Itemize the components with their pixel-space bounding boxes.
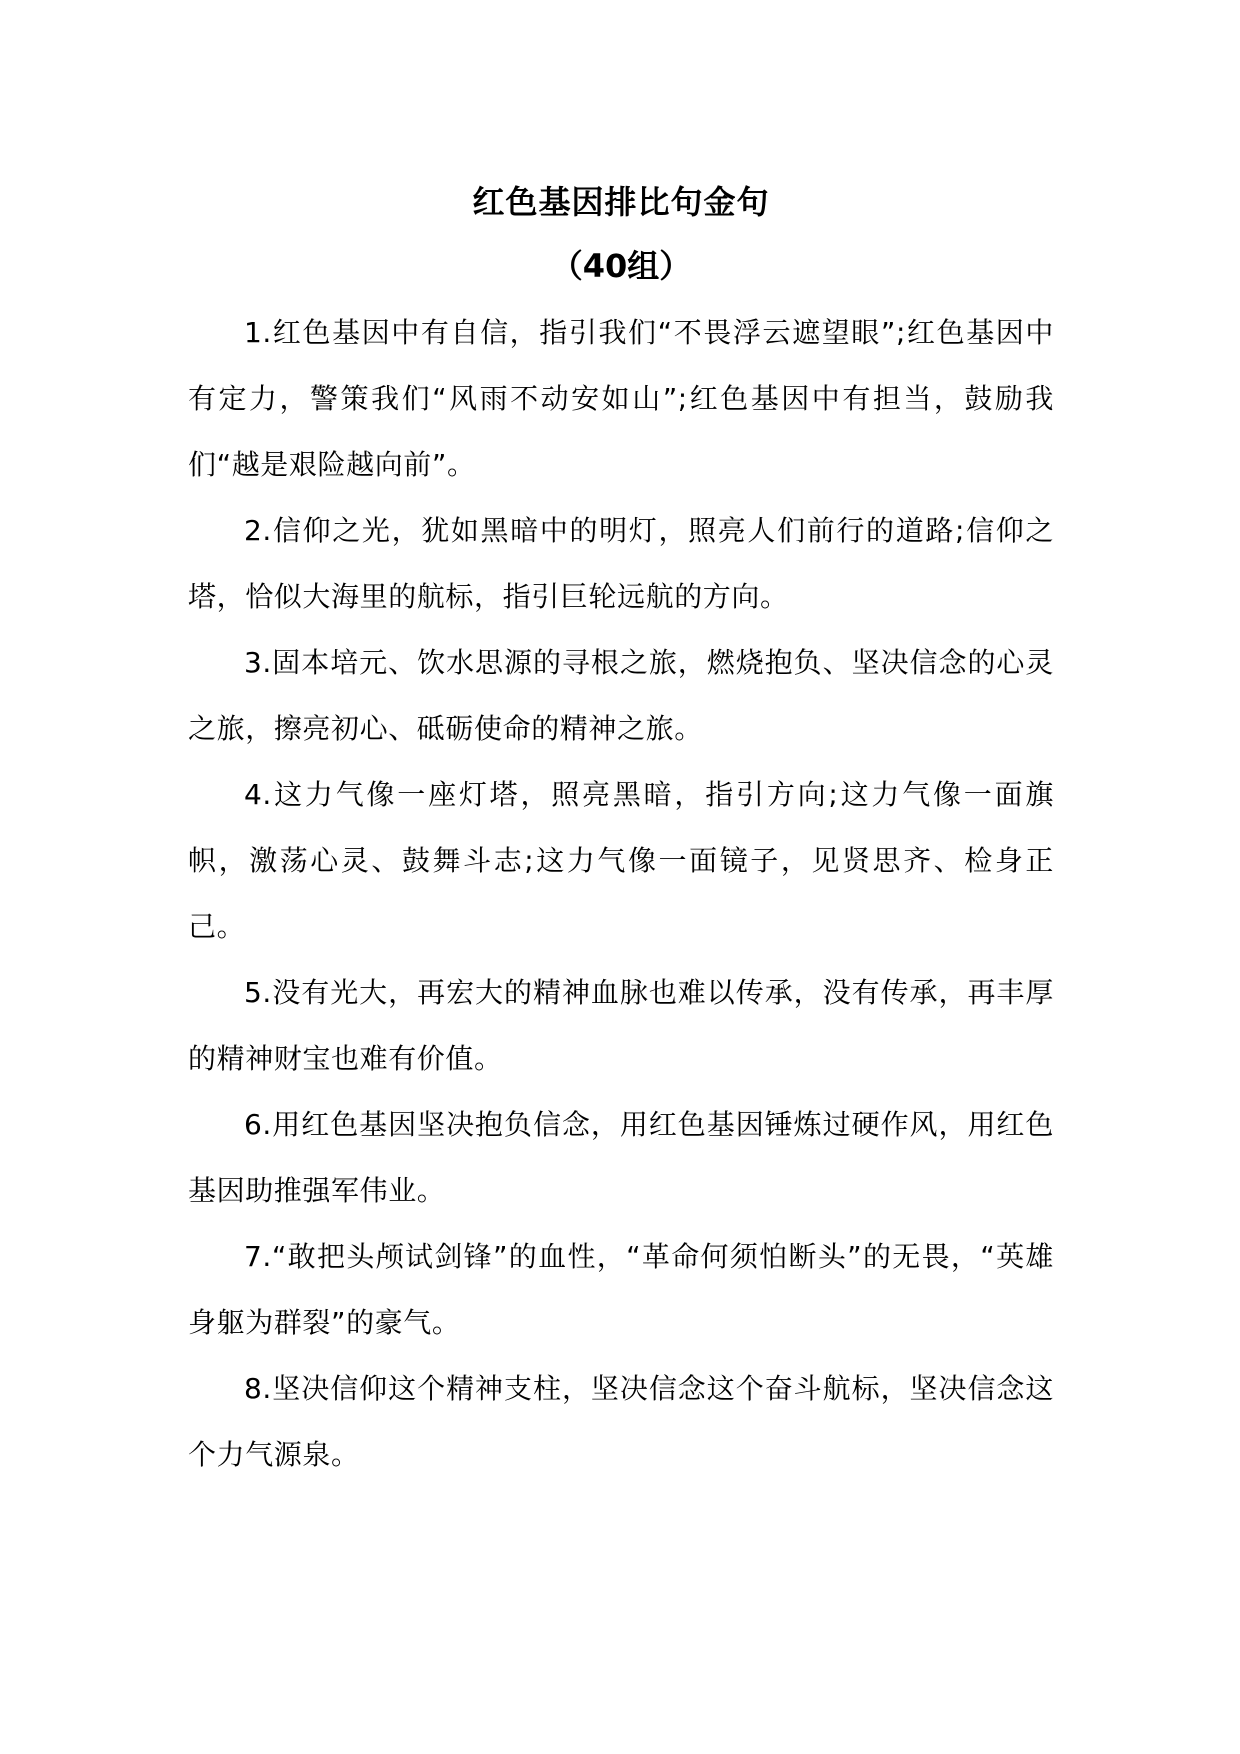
document-title: 红色基因排比句金句	[472, 183, 770, 221]
paragraph-7: 7.“敢把头颅试剑锋”的血性，“革命何须怕断头”的无畏，“英雄身躯为群裂”的豪气。	[188, 1240, 1054, 1339]
paragraph-3: 3.固本培元、饮水思源的寻根之旅，燃烧抱负、坚决信念的心灵之旅，擦亮初心、砥砺使命的精神之旅。	[188, 646, 1054, 745]
paragraph-8: 8.坚决信仰这个精神支柱，坚决信念这个奋斗航标，坚决信念这个力气源泉。	[188, 1372, 1054, 1471]
paragraph-2: 2.信仰之光，犹如黑暗中的明灯，照亮人们前行的道路;信仰之塔，恰似大海里的航标，指引巨轮远航的方向。	[188, 514, 1054, 613]
paragraph-5: 5.没有光大，再宏大的精神血脉也难以传承，没有传承，再丰厚的精神财宝也难有价值。	[188, 976, 1054, 1075]
document-page	[188, 170, 1054, 1488]
paragraph-6: 6.用红色基因坚决抱负信念，用红色基因锤炼过硬作风，用红色基因助推强军伟业。	[188, 1108, 1054, 1207]
paragraph-4: 4.这力气像一座灯塔，照亮黑暗，指引方向;这力气像一面旗帜，激荡心灵、鼓舞斗志;这力气像一面镜子，见贤思齐、检身正己。	[188, 778, 1054, 943]
document-subtitle: （40组）	[550, 247, 692, 285]
paragraph-1: 1.红色基因中有自信，指引我们“不畏浮云遮望眼”;红色基因中有定力，警策我们“风雨不动安如山”;红色基因中有担当，鼓励我们“越是艰险越向前”。	[188, 316, 1054, 481]
